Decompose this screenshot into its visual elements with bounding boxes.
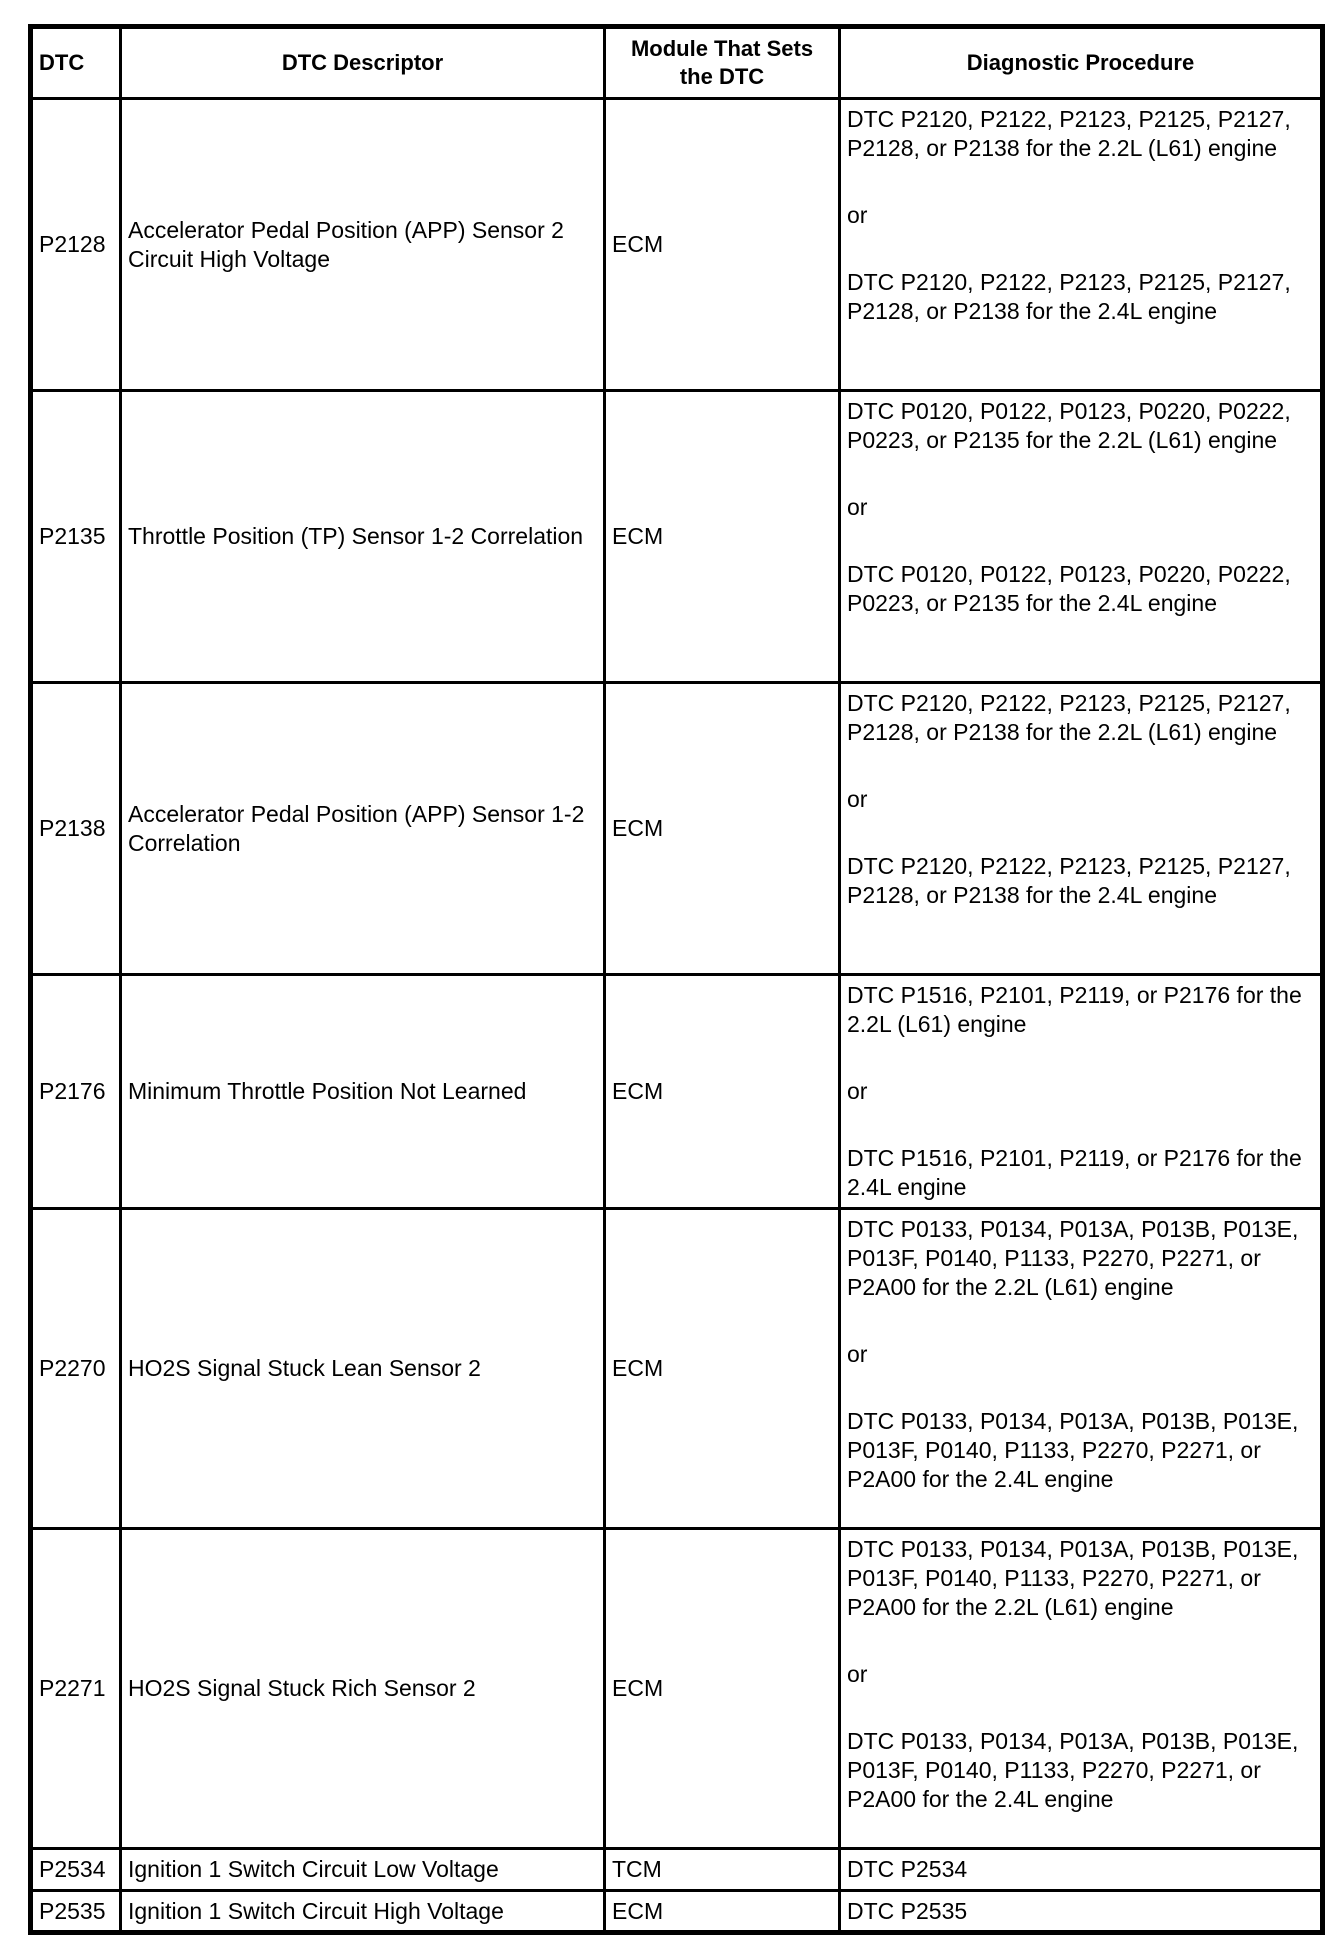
module: ECM	[605, 1209, 840, 1529]
dtc-code: P2271	[31, 1529, 121, 1849]
dtc-descriptor: Throttle Position (TP) Sensor 1-2 Correlation	[121, 391, 605, 683]
dtc-code: P2176	[31, 975, 121, 1209]
diagnostic-procedure	[840, 99, 1323, 391]
module: ECM	[605, 391, 840, 683]
procedure-or: or	[847, 1341, 868, 1367]
diagnostic-procedure	[840, 1209, 1323, 1529]
dtc-descriptor: Ignition 1 Switch Circuit High Voltage	[121, 1891, 605, 1933]
module: ECM	[605, 1891, 840, 1933]
dtc-code: P2135	[31, 391, 121, 683]
dtc-descriptor: HO2S Signal Stuck Lean Sensor 2	[121, 1209, 605, 1529]
procedure-link-22l[interactable]: DTC P1516, P2101, P2119, or P2176 for the 2.2L (L61) engine	[847, 982, 1302, 1037]
diagnostic-procedure	[840, 683, 1323, 975]
procedure-or: or	[847, 202, 868, 228]
procedure-link-22l[interactable]: DTC P0120, P0122, P0123, P0220, P0222, P0223, or P2135 for the 2.2L (L61) engine	[847, 398, 1291, 453]
table-header-row	[31, 27, 1323, 99]
dtc-code: P2270	[31, 1209, 121, 1529]
table-row	[31, 975, 1323, 1209]
dtc-descriptor: Minimum Throttle Position Not Learned	[121, 975, 605, 1209]
procedure-link-24l[interactable]: DTC P0133, P0134, P013A, P013B, P013E, P013F, P0140, P1133, P2270, P2271, or P2A00 for the 2.4L engine	[847, 1408, 1299, 1492]
diagnostic-procedure	[840, 391, 1323, 683]
dtc-code: P2128	[31, 99, 121, 391]
table-row	[31, 99, 1323, 391]
header-module: Module That Sets the DTC	[605, 27, 840, 99]
procedure-or: or	[847, 494, 868, 520]
procedure-link-24l[interactable]: DTC P0133, P0134, P013A, P013B, P013E, P013F, P0140, P1133, P2270, P2271, or P2A00 for the 2.4L engine	[847, 1728, 1299, 1812]
table-row	[31, 1529, 1323, 1849]
header-descriptor: DTC Descriptor	[121, 27, 605, 99]
procedure-link-24l[interactable]: DTC P2120, P2122, P2123, P2125, P2127, P2128, or P2138 for the 2.4L engine	[847, 269, 1291, 324]
dtc-descriptor: HO2S Signal Stuck Rich Sensor 2	[121, 1529, 605, 1849]
table-row	[31, 391, 1323, 683]
procedure-or: or	[847, 1661, 868, 1687]
procedure-or: or	[847, 1078, 868, 1104]
dtc-code: P2138	[31, 683, 121, 975]
diagnostic-procedure	[840, 975, 1323, 1209]
procedure-link-24l[interactable]: DTC P0120, P0122, P0123, P0220, P0222, P0223, or P2135 for the 2.4L engine	[847, 561, 1291, 616]
procedure-link-24l[interactable]: DTC P2120, P2122, P2123, P2125, P2127, P2128, or P2138 for the 2.4L engine	[847, 853, 1291, 908]
table-row	[31, 1849, 1323, 1891]
dtc-code: P2534	[31, 1849, 121, 1891]
module: ECM	[605, 683, 840, 975]
header-dtc: DTC	[31, 27, 121, 99]
module: ECM	[605, 1529, 840, 1849]
procedure-link-24l[interactable]: DTC P1516, P2101, P2119, or P2176 for the 2.4L engine	[847, 1145, 1302, 1200]
procedure-or: or	[847, 786, 868, 812]
diagnostic-procedure-link[interactable]: DTC P2535	[840, 1891, 1323, 1933]
module: ECM	[605, 975, 840, 1209]
table-row	[31, 683, 1323, 975]
dtc-descriptor: Ignition 1 Switch Circuit Low Voltage	[121, 1849, 605, 1891]
table-row	[31, 1891, 1323, 1933]
procedure-link-22l[interactable]: DTC P0133, P0134, P013A, P013B, P013E, P013F, P0140, P1133, P2270, P2271, or P2A00 for the 2.2L (L61) engine	[847, 1216, 1299, 1300]
dtc-descriptor: Accelerator Pedal Position (APP) Sensor 2 Circuit High Voltage	[121, 99, 605, 391]
diagnostic-procedure-link[interactable]: DTC P2534	[840, 1849, 1323, 1891]
procedure-link-22l[interactable]: DTC P2120, P2122, P2123, P2125, P2127, P2128, or P2138 for the 2.2L (L61) engine	[847, 106, 1291, 161]
table-row	[31, 1209, 1323, 1529]
module: TCM	[605, 1849, 840, 1891]
dtc-table	[28, 24, 1325, 1935]
header-procedure: Diagnostic Procedure	[840, 27, 1323, 99]
procedure-link-22l[interactable]: DTC P2120, P2122, P2123, P2125, P2127, P2128, or P2138 for the 2.2L (L61) engine	[847, 690, 1291, 745]
dtc-code: P2535	[31, 1891, 121, 1933]
diagnostic-procedure	[840, 1529, 1323, 1849]
procedure-link-22l[interactable]: DTC P0133, P0134, P013A, P013B, P013E, P013F, P0140, P1133, P2270, P2271, or P2A00 for the 2.2L (L61) engine	[847, 1536, 1299, 1620]
module: ECM	[605, 99, 840, 391]
dtc-descriptor: Accelerator Pedal Position (APP) Sensor 1-2 Correlation	[121, 683, 605, 975]
